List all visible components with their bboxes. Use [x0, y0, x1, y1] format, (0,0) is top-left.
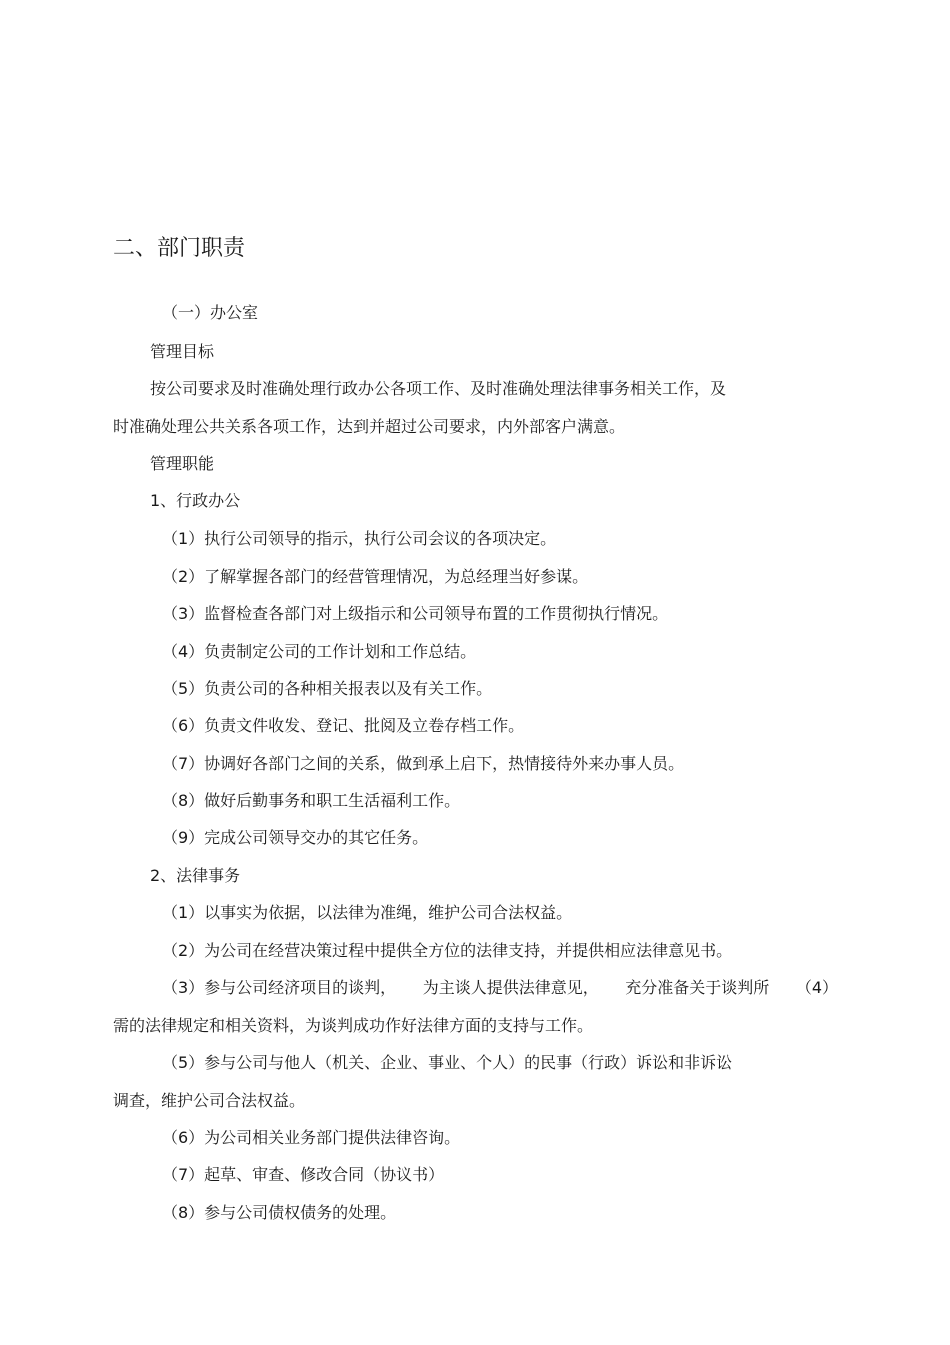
section-heading: 二、部门职责	[113, 236, 246, 261]
admin-item: （8）做好后勤事务和职工生活福利工作。	[162, 791, 461, 810]
legal-item-5-continuation: 调查，维护公司合法权益。	[113, 1091, 306, 1110]
legal-item: （1）以事实为依据，以法律为准绳，维护公司合法权益。	[162, 903, 573, 922]
admin-item: （9）完成公司领导交办的其它任务。	[162, 828, 429, 847]
legal-item: （8）参与公司债权债务的处理。	[162, 1203, 397, 1222]
legal-item-3-part: 充分准备关于谈判所	[625, 978, 770, 997]
legal-title: 2、法律事务	[150, 866, 241, 885]
goal-title: 管理目标	[150, 342, 215, 361]
legal-item-3-part: （4）	[795, 978, 838, 997]
admin-title: 1、行政办公	[150, 491, 241, 510]
admin-item: （4）负责制定公司的工作计划和工作总结。	[162, 642, 477, 661]
legal-item-3-part: （3）参与公司经济项目的谈判，	[162, 978, 397, 997]
admin-item: （3）监督检查各部门对上级指示和公司领导布置的工作贯彻执行情况。	[162, 604, 669, 623]
function-title: 管理职能	[150, 454, 215, 473]
goal-text-line-1: 按公司要求及时准确处理行政办公各项工作、及时准确处理法律事务相关工作，及	[150, 379, 727, 398]
legal-item: （6）为公司相关业务部门提供法律咨询。	[162, 1128, 461, 1147]
admin-item: （5）负责公司的各种相关报表以及有关工作。	[162, 679, 493, 698]
legal-item: （2）为公司在经营决策过程中提供全方位的法律支持，并提供相应法律意见书。	[162, 941, 733, 960]
admin-item: （7）协调好各部门之间的关系，做到承上启下，热情接待外来办事人员。	[162, 754, 685, 773]
subsection-title: （一）办公室	[162, 303, 259, 322]
admin-item: （1）执行公司领导的指示，执行公司会议的各项决定。	[162, 529, 557, 548]
legal-item-3-row	[162, 977, 838, 999]
admin-item: （2）了解掌握各部门的经营管理情况，为总经理当好参谋。	[162, 567, 589, 586]
legal-item: （5）参与公司与他人（机关、企业、事业、个人）的民事（行政）诉讼和非诉讼	[162, 1053, 733, 1072]
legal-item-3-part: 为主谈人提供法律意见，	[422, 978, 599, 997]
admin-item: （6）负责文件收发、登记、批阅及立卷存档工作。	[162, 716, 525, 735]
legal-item-3-continuation: 需的法律规定和相关资料，为谈判成功作好法律方面的支持与工作。	[113, 1016, 594, 1035]
goal-text-line-2: 时准确处理公共关系各项工作，达到并超过公司要求，内外部客户满意。	[113, 417, 626, 436]
legal-item: （7）起草、审查、修改合同（协议书）	[162, 1165, 445, 1184]
